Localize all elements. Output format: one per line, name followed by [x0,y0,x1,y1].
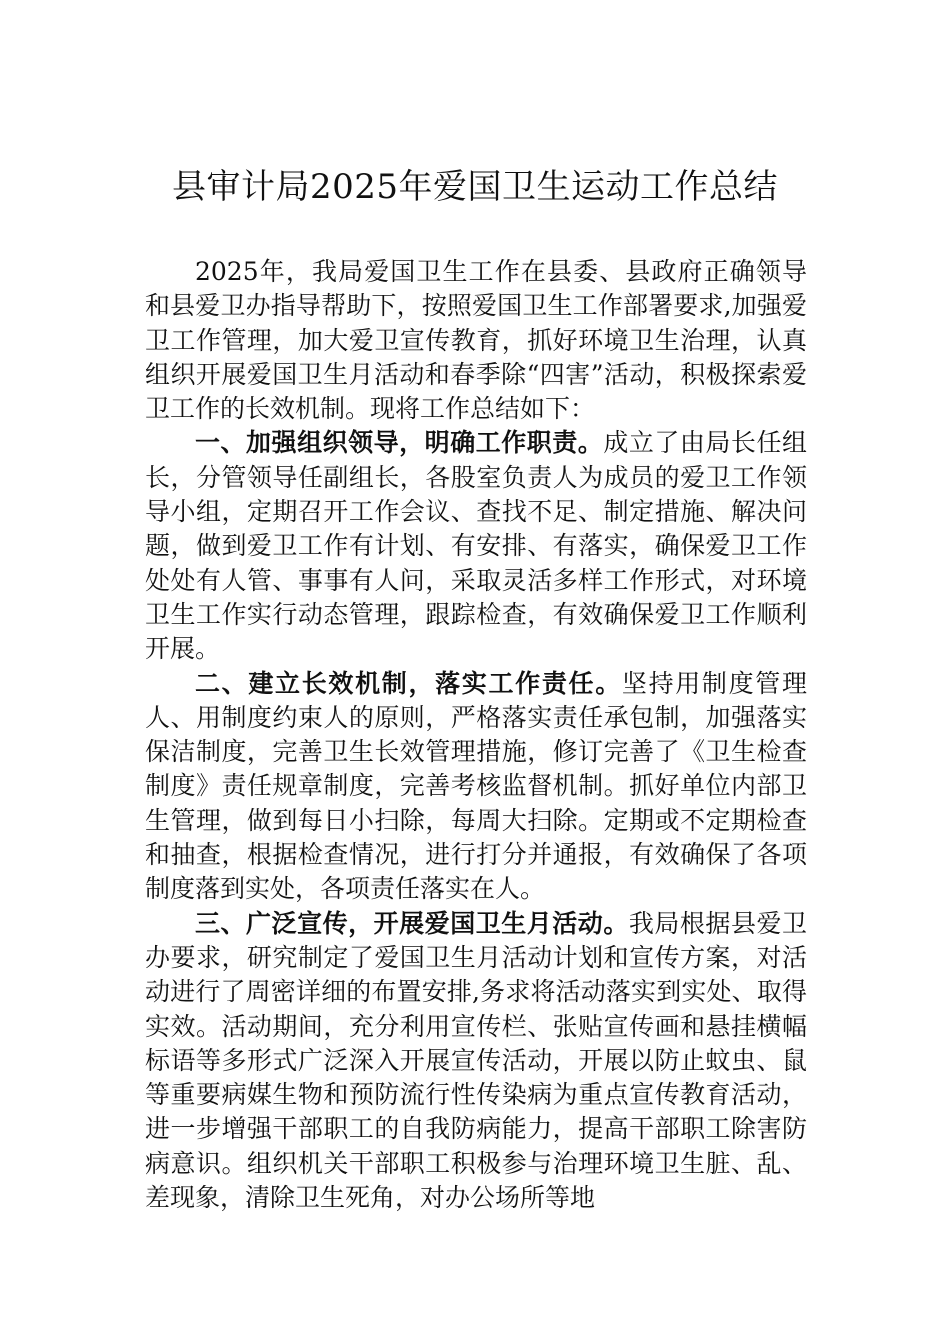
paragraph-heading: 二、建立长效机制，落实工作责任。 [195,668,622,698]
paragraph-text: 坚持用制度管理人、用制度约束人的原则，严格落实责任承包制，加强落实保洁制度，完善卫生长效管理措施，修订完善了《卫生检查制度》责任规章制度，完善考核监督机制。抓好单位内部卫生管理，做到每日小扫除，每周大扫除。定期或不定期检查和抽查，根据检查情况，进行打分并通报，有效确保了各项制度落到实处，各项责任落实在人。 [145,668,807,904]
paragraph-section-1 [145,426,807,666]
paragraph-text: 2025年，我局爱国卫生工作在县委、县政府正确领导和县爱卫办指导帮助下，按照爱国卫生工作部署要求,加强爱卫工作管理，加大爱卫宣传教育，抓好环境卫生治理，认真组织开展爱国卫生月活动和春季除“四害”活动，积极探索爱卫工作的长效机制。现将工作总结如下： [145,257,807,424]
paragraph-section-2 [145,667,807,907]
paragraph-section-3 [145,907,807,1216]
paragraph-text: 我局根据县爱卫办要求，研究制定了爱国卫生月活动计划和宣传方案，对活动进行了周密详细的布置安排,务求将活动落实到实处、取得实效。活动期间，充分利用宣传栏、张贴宣传画和悬挂横幅标语等多形式广泛深入开展宣传活动，开展以防止蚊虫、鼠等重要病媒生物和预防流行性传染病为重点宣传教育活动，进一步增强干部职工的自我防病能力，提高干部职工除害防病意识。组织机关干部职工积极参与治理环境卫生脏、乱、差现象，清除卫生死角，对办公场所等地 [145,908,807,1213]
document-body [145,255,807,1215]
document-title: 县审计局2025年爱国卫生运动工作总结 [171,167,779,207]
paragraph-heading: 一、加强组织领导，明确工作职责。 [195,428,604,458]
paragraph-intro [145,255,807,426]
paragraph-text: 成立了由局长任组长，分管领导任副组长，各股室负责人为成员的爱卫工作领导小组，定期召开工作会议、查找不足、制定措施、解决问题，做到爱卫工作有计划、有安排、有落实，确保爱卫工作处处有人管、事事有人问，采取灵活多样工作形式，对环境卫生工作实行动态管理，跟踪检查，有效确保爱卫工作顺利开展。 [145,428,807,664]
paragraph-heading: 三、广泛宣传，开展爱国卫生月活动。 [195,908,629,938]
